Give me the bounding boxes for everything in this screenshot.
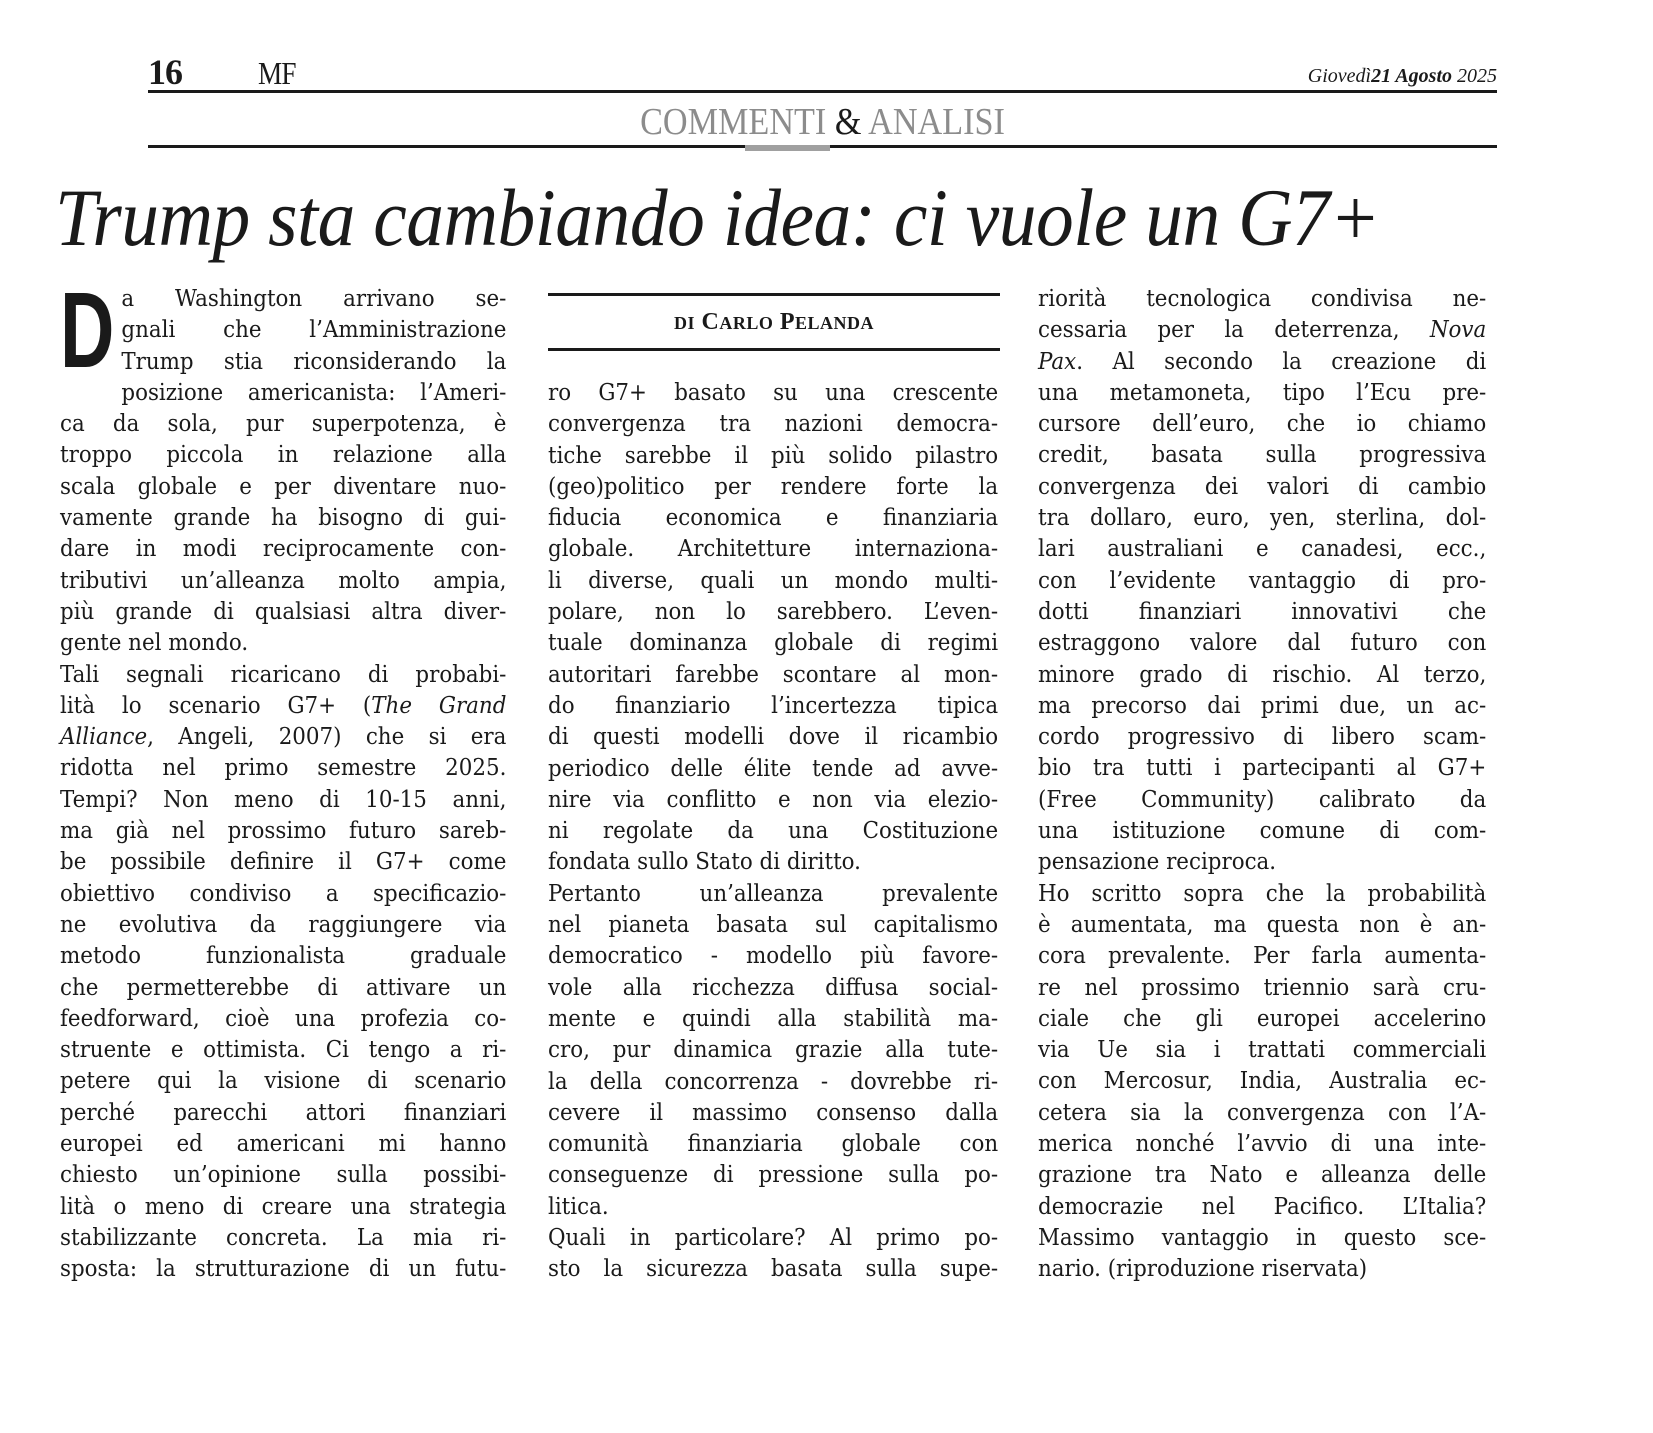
text-line: grazione tra Nato e alleanza delle [1038,1162,1487,1189]
text-line: estraggono valore dal futuro con [1038,630,1487,657]
text-line: (geo)politico per rendere forte la [548,473,999,500]
text-line: tuale dominanza globale di regimi [548,630,999,657]
text-line: comunità finanziaria globale con [548,1131,999,1158]
text-line: Quali in particolare? Al primo po- [548,1225,999,1252]
text-line: posizione americanista: l’Ameri- [121,379,507,406]
dropcap: D [60,269,115,390]
text-line: Trump stia riconsiderando la [121,348,507,375]
text-line: obiettivo condiviso a specificazio- [60,880,507,907]
text-line: petere qui la visione di scenario [60,1068,507,1095]
page-header [148,52,1497,93]
text-line: troppo piccola in relazione alla [60,442,507,469]
text-line: a Washington arrivano se- [121,286,507,312]
text-line: via Ue sia i trattati commerciali [1038,1037,1487,1064]
text-line: credit, basata sulla progressiva [1038,442,1487,469]
section-label-right: ANALISI [868,101,1005,143]
text-line: è aumentata, ma questa non è an- [1038,911,1487,938]
byline-author: CARLO PELANDA [701,309,875,335]
text-line: democratico - modello più favore- [548,943,999,970]
italic-term: Nova [1429,317,1487,344]
text-line: nire via conflitto e non via elezio- [548,786,999,813]
text-line: lità lo scenario G7+ (The Grand [60,692,507,719]
text-line: sposta: la strutturazione di un futu- [60,1256,507,1283]
text-line: struente e ottimista. Ci tengo a ri- [60,1037,507,1064]
text-line: dare in modi reciprocamente con- [60,536,507,563]
text-line: tributivi un’alleanza molto ampia, [60,567,507,594]
text-line: cursore dell’euro, che io chiamo [1038,411,1487,438]
text-line: di questi modelli dove il ricambio [548,724,999,751]
italic-term: Pax [1038,348,1077,375]
text-line: europei ed americani mi hanno [60,1131,507,1158]
text-line: globale. Architetture internaziona- [548,536,999,563]
text-line: nel pianeta basata sul capitalismo [548,912,999,939]
text-line: vole alla ricchezza diffusa social- [548,974,999,1001]
text-line: ni regolate da una Costituzione [548,818,999,845]
text-line: merica nonché l’avvio di una inte- [1038,1131,1487,1158]
text-line: Ho scritto sopra che la probabilità [1038,880,1487,907]
issue-date [1308,64,1497,88]
text-line: ne evolutiva da raggiungere via [60,911,507,938]
text-line: minore grado di rischio. Al terzo, [1038,661,1487,688]
text-line: più grande di qualsiasi altra diver- [60,598,507,625]
issue-day-month: 21 Agosto [1371,65,1452,87]
text-line: Pertanto un’alleanza prevalente [548,880,999,907]
byline-prefix: DI [673,313,695,333]
text-line: pensazione reciproca. [1038,849,1277,876]
text-line: re nel prossimo triennio sarà cru- [1038,974,1487,1001]
text-line: bio tra tutti i partecipanti al G7+ [1038,755,1487,782]
text-line: polare, non lo sarebbero. L’even- [548,599,999,626]
text-line: lari australiani e canadesi, ecc., [1038,536,1487,563]
text-line: con l’evidente vantaggio di pro- [1038,567,1487,594]
book-title: Alliance [60,724,148,751]
text-line: conseguenze di pressione sulla po- [548,1162,999,1189]
text-line: riorità tecnologica condivisa ne- [1038,286,1487,312]
text-line: fiducia economica e finanziaria [548,505,999,532]
text-line: scala globale e per diventare nuo- [60,473,507,500]
text-line: lità o meno di creare una strategia [60,1193,507,1220]
text-line: li diverse, quali un mondo multi- [548,567,999,594]
text-line: Alliance, Angeli, 2007) che si era [60,724,507,751]
text-line: cordo progressivo di libero scam- [1038,724,1487,751]
text-line: cora prevalente. Per farla aumenta- [1038,943,1487,970]
text-line: cevere il massimo consenso dalla [548,1099,999,1126]
article-column-3 [1038,284,1486,1286]
text-line: democrazie nel Pacifico. L’Italia? [1038,1193,1487,1220]
text-line: periodico delle élite tende ad avve- [548,755,999,782]
article-column-2 [548,284,998,1286]
text-line: convergenza dei valori di cambio [1038,473,1487,500]
article-headline: Trump sta cambiando idea: ci vuole un G7+ [55,172,1380,263]
text-line: ma già nel prossimo futuro sareb- [60,818,507,845]
text-line: sto la sicurezza basata sulla supe- [548,1256,999,1283]
text-line: con Mercosur, India, Australia ec- [1038,1068,1487,1095]
section-label-left: COMMENTI [640,101,827,143]
text-line: stabilizzante concreta. La mia ri- [60,1224,507,1251]
text-line: vamente grande ha bisogno di gui- [60,505,507,532]
text-line: chiesto un’opinione sulla possibi- [60,1162,507,1189]
text-line: (Free Community) calibrato da [1038,786,1487,813]
text-line: Pax. Al secondo la creazione di [1038,348,1487,375]
text-line: Tempi? Non meno di 10-15 anni, [60,786,507,813]
text-line: perché parecchi attori finanziari [60,1099,507,1126]
text-line: tra dollaro, euro, yen, sterlina, dol- [1038,505,1487,532]
issue-weekday: Giovedì [1307,65,1372,87]
text-line: dotti finanziari innovativi che [1038,598,1487,625]
section-label-ampersand: & [834,101,862,143]
text-line: ro G7+ basato su una crescente [548,380,999,406]
text-line: una istituzione comune di com- [1038,818,1487,845]
text-line: be possibile definire il G7+ come [60,849,507,876]
text-line: nario. (riproduzione riservata) [1038,1256,1368,1283]
masthead-logo: MF [258,55,296,91]
book-title: The Grand [371,692,507,719]
text-line: cetera sia la convergenza con l’A- [1038,1099,1487,1126]
text-line: ma precorso dai primi due, un ac- [1038,692,1487,719]
text-line: cro, pur dinamica grazie alla tute- [548,1037,999,1064]
text-line: metodo funzionalista graduale [60,943,507,970]
text-line: cessaria per la deterrenza, Nova [1038,317,1487,344]
text-line: la della concorrenza - dovrebbe ri- [548,1068,999,1095]
text-line: litica. [548,1193,609,1220]
text-line: fondata sullo Stato di diritto. [548,849,861,876]
text-line: gnali che l’Amministrazione [121,317,507,344]
page-number: 16 [148,52,182,92]
text-line: che permetterebbe di attivare un [60,974,507,1001]
text-line: gente nel mondo. [60,630,249,657]
article-column-1 [60,269,507,1286]
text-line: Tali segnali ricaricano di probabi- [60,661,507,688]
text-line: convergenza tra nazioni democra- [548,411,999,438]
issue-year: 2025 [1457,65,1497,87]
byline-spacer [548,284,998,378]
text-line: tiche sarebbe il più solido pilastro [548,442,999,469]
text-line: ca da sola, pur superpotenza, è [60,411,507,438]
text-line: mente e quindi alla stabilità ma- [548,1005,999,1032]
text-line: una metamoneta, tipo l’Ecu pre- [1038,379,1487,406]
text-line: autoritari farebbe scontare al mon- [548,661,999,688]
section-label [215,101,1429,143]
text-line: ridotta nel primo semestre 2025. [60,755,507,782]
text-line: do finanziario l’incertezza tipica [548,692,999,719]
section-accent-bar [745,145,830,151]
text-line: ciale che gli europei accelerino [1038,1005,1487,1032]
text-line: feedforward, cioè una profezia co- [60,1005,507,1032]
section-bar [148,95,1497,148]
text-line: Massimo vantaggio in questo sce- [1038,1224,1487,1251]
